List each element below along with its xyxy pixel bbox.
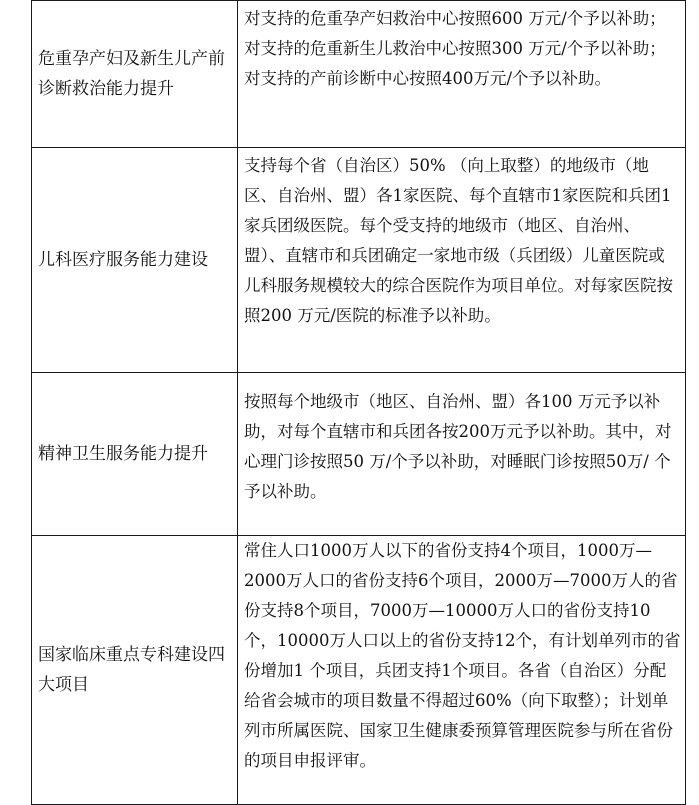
subsidy-description: 按照每个地级市（地区、自治州、盟）各100 万元予以补助，对每个直辖市和兵团各按200万元予以补助。其中，对心理门诊按照50 万/个予以补助，对睡眠门诊按照50万/ 个予以补助。 xyxy=(238,373,686,536)
subsidy-description: 支持每个省（自治区）50% （向上取整）的地级市（地区、自治州、盟）各1家医院、每个直辖市1家医院和兵团1家兵团级医院。每个受支持的地级市（地区、自治州、盟）、直辖市和兵团确定一家地市级（兵团级）儿童医院或儿科服务规模较大的综合医院作为项目单位。对每家医院按照200 万元/医院的标准予以补助。 xyxy=(238,148,686,373)
project-category: 危重孕产妇及新生儿产前诊断救治能力提升 xyxy=(32,1,238,148)
table-row xyxy=(32,148,686,373)
subsidy-table xyxy=(31,0,686,805)
project-category: 国家临床重点专科建设四大项目 xyxy=(32,536,238,805)
project-category: 儿科医疗服务能力建设 xyxy=(32,148,238,373)
subsidy-description: 常住人口1000万人以下的省份支持4个项目，1000万—2000万人口的省份支持6个项目，2000万—7000万人的省份支持8个项目，7000万—10000万人口的省份支持10个，10000万人口以上的省份支持12个，有计划单列市的省份增加1 个项目，兵团支持1个项目。各省（自治区）分配给省会城市的项目数量不得超过60%（向下取整）；计划单列市所属医院、国家卫生健康委预算管理医院参与所在省份的项目申报评审。 xyxy=(238,536,686,805)
project-category: 精神卫生服务能力提升 xyxy=(32,373,238,536)
table-row xyxy=(32,1,686,148)
subsidy-description: 对支持的危重孕产妇救治中心按照600 万元/个予以补助；对支持的危重新生儿救治中心按照300 万元/个予以补助；对支持的产前诊断中心按照400万元/个予以补助。 xyxy=(238,1,686,148)
table-row xyxy=(32,536,686,805)
table-row xyxy=(32,373,686,536)
